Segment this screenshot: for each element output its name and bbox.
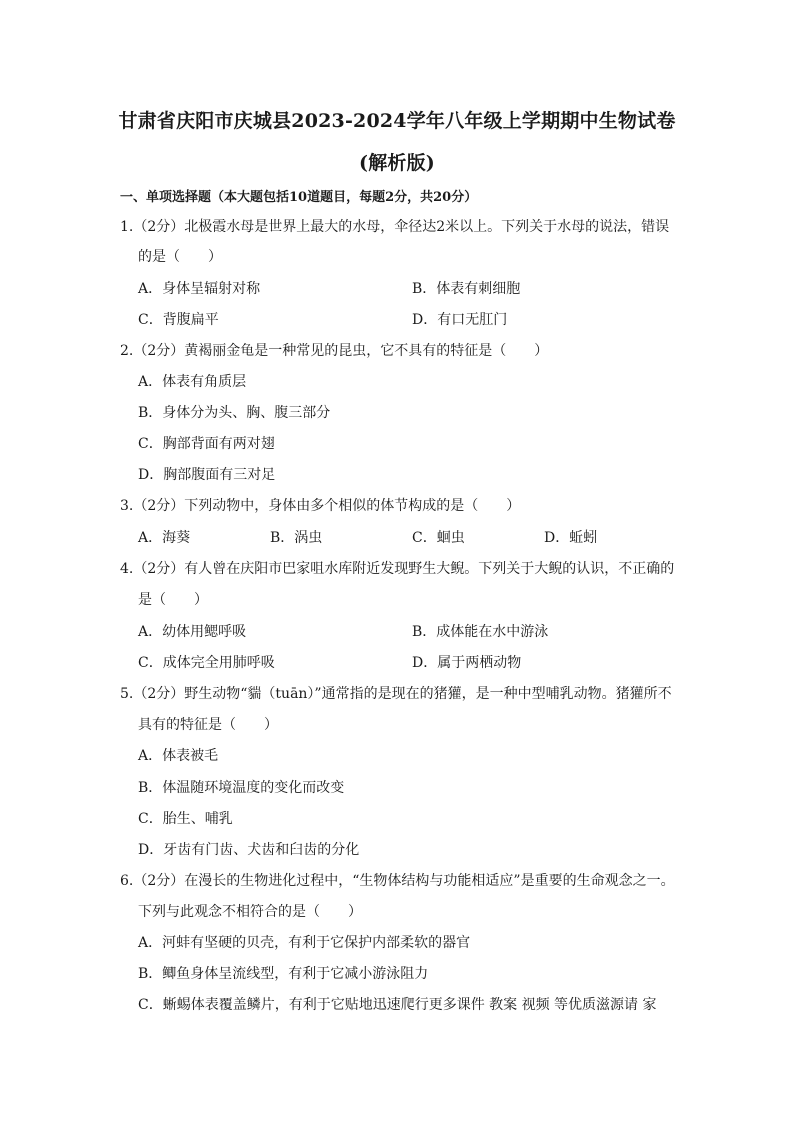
question-4-option-c: C．成体完全用肺呼吸 [138,655,275,671]
question-4-stem-continued: 是（ ） [138,592,208,608]
question-6-option-a: A．河蚌有坚硬的贝壳，有利于它保护内部柔软的器官 [138,935,471,951]
question-4-option-d: D．属于两栖动物 [412,655,522,671]
question-3-stem: 3.（2分）下列动物中，身体由多个相似的体节构成的是（ ） [120,498,521,514]
question-2-stem: 2.（2分）黄褐丽金龟是一种常见的昆虫，它不具有的特征是（ ） [120,343,549,359]
question-6-option-c: C．蜥蜴体表覆盖鳞片，有利于它贴地迅速爬行更多课件 教案 视频 等优质滋源请 家 [138,997,657,1013]
question-6-stem: 6.（2分）在漫长的生物进化过程中，“生物体结构与功能相适应”是重要的生命观念之一。 [120,873,675,889]
document-subtitle: (解析版) [359,152,435,174]
question-1-stem: 1.（2分）北极霞水母是世界上最大的水母，伞径达2米以上。下列关于水母的说法，错误 [120,219,670,235]
document-title: 甘肃省庆阳市庆城县2023-2024学年八年级上学期期中生物试卷 [118,110,676,132]
question-2-option-a: A．体表有角质层 [138,374,247,390]
question-5-option-d: D．牙齿有门齿、犬齿和臼齿的分化 [138,842,360,858]
question-1-option-b: B．体表有刺细胞 [412,281,521,297]
question-3-option-a: A．海葵 [138,530,191,546]
question-4-option-a: A．幼体用鳃呼吸 [138,624,247,640]
question-3-option-d: D．蚯蚓 [544,530,598,546]
question-5-stem: 5.（2分）野生动物“貒（tuān）”通常指的是现在的猪獾，是一种中型哺乳动物。猪獾所不 [120,686,672,702]
question-5-option-a: A．体表被毛 [138,748,219,764]
question-6-option-b: B．鲫鱼身体呈流线型，有利于它减小游泳阻力 [138,966,429,982]
question-5-option-b: B．体温随环境温度的变化而改变 [138,780,345,796]
question-4-option-b: B．成体能在水中游泳 [412,624,549,640]
question-3-option-c: C．蛔虫 [412,530,465,546]
section-heading: 一、单项选择题（本大题包括10道题目，每题2分，共20分） [120,190,478,205]
question-2-option-b: B．身体分为头、胸、腹三部分 [138,405,331,421]
question-5-stem-continued: 具有的特征是（ ） [138,717,278,733]
question-4-stem: 4.（2分）有人曾在庆阳市巴家咀水库附近发现野生大鲵。下列关于大鲵的认识，不正确的 [120,561,675,577]
question-1-option-d: D．有口无肛门 [412,312,508,328]
question-1-stem-continued: 的是（ ） [138,249,222,265]
question-1-option-a: A．身体呈辐射对称 [138,281,261,297]
question-2-option-d: D．胸部腹面有三对足 [138,467,276,483]
question-2-option-c: C．胸部背面有两对翅 [138,436,275,452]
question-1-option-c: C．背腹扁平 [138,312,219,328]
question-6-stem-continued: 下列与此观念不相符合的是（ ） [138,904,362,920]
question-3-option-b: B．涡虫 [270,530,323,546]
question-5-option-c: C．胎生、哺乳 [138,811,233,827]
